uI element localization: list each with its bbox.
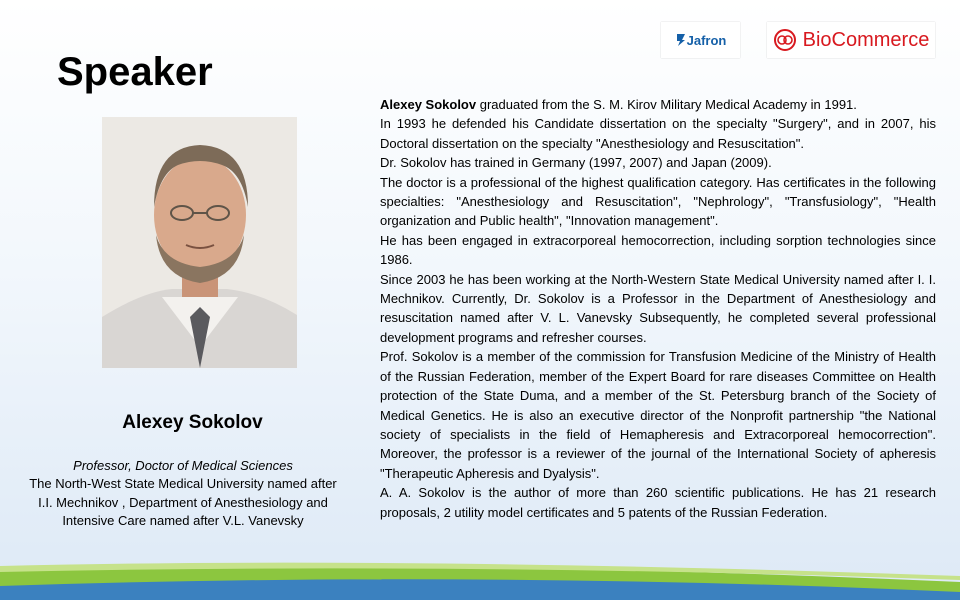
bio-paragraph: In 1993 he defended his Candidate dissertation on the specialty "Surgery", and in 2007, his Doctoral dissertation on the specialty "Anesthesiology and Resuscitation".: [380, 116, 936, 151]
bio-paragraph: Prof. Sokolov is a member of the commission for Transfusion Medicine of the Ministry of Health of the Russian Federation, member of the Expert Board for rare diseases Committee on Health protection of the State Duma, and a member of the St. Petersburg branch of the Society of Medical Genetics. He is also an executive director of the Nonprofit partnership "the National society of specialists in the field of Hemapheresis and Extracorporeal hemocorrection". Moreover, the professor is a reviewer of the journal of the International Society of apheresis "Therapeutic Apheresis and Dyalysis".: [380, 349, 936, 481]
bio-paragraph: He has been engaged in extracorporeal hemocorrection, including sorption technologies since 1986.: [380, 232, 936, 268]
speaker-role: Professor, Doctor of Medical Sciences: [73, 458, 293, 473]
bio-paragraph: Since 2003 he has been working at the North-Western State Medical University named after I. I. Mechnikov. Currently, Dr. Sokolov is a Professor in the Department of Anesthesiology and resuscitation named after V. L. Vanevsky Subsequently, he completed several professional development programs and refresher courses.: [380, 271, 936, 345]
speaker-details: [22, 457, 344, 530]
bio-paragraph: Dr. Sokolov has trained in Germany (1997, 2007) and Japan (2009).: [380, 155, 772, 171]
bio-lead-text: graduated from the S. M. Kirov Military Medical Academy in 1991.: [476, 97, 857, 112]
speaker-photo: [102, 117, 297, 368]
bio-paragraph: The doctor is a professional of the highest qualification category. Has certificates in the following specialties: "Anesthesiology and Resuscitation", "Nephrology", "Transfusiology", "Health organization and Public health", "Innovation management".: [380, 174, 936, 229]
jafron-logo: [661, 22, 740, 58]
biocommerce-logo-text: BioCommerce: [802, 28, 930, 51]
speaker-affiliation: The North-West State Medical University named after I.I. Mechnikov , Department of Anesthesiology and Intensive Care named after V.L. Vanevsky: [29, 476, 337, 528]
speaker-bio: [380, 95, 936, 522]
biocommerce-logo: [767, 22, 935, 58]
slide-title: Speaker: [57, 50, 213, 94]
bio-paragraph: A. A. Sokolov is the author of more than 260 scientific publications. He has 21 research proposals, 2 utility model certificates and 5 patents of the Russian Federation.: [380, 485, 936, 520]
bio-paragraph: [380, 95, 936, 114]
jafron-mark-icon: [675, 33, 687, 47]
biocommerce-mark-icon: [773, 28, 797, 52]
speaker-name: Alexey Sokolov: [122, 412, 263, 433]
bio-lead-name: Alexey Sokolov: [380, 97, 477, 112]
jafron-logo-text: Jafron: [686, 32, 727, 48]
decorative-wave-band: [0, 560, 960, 600]
